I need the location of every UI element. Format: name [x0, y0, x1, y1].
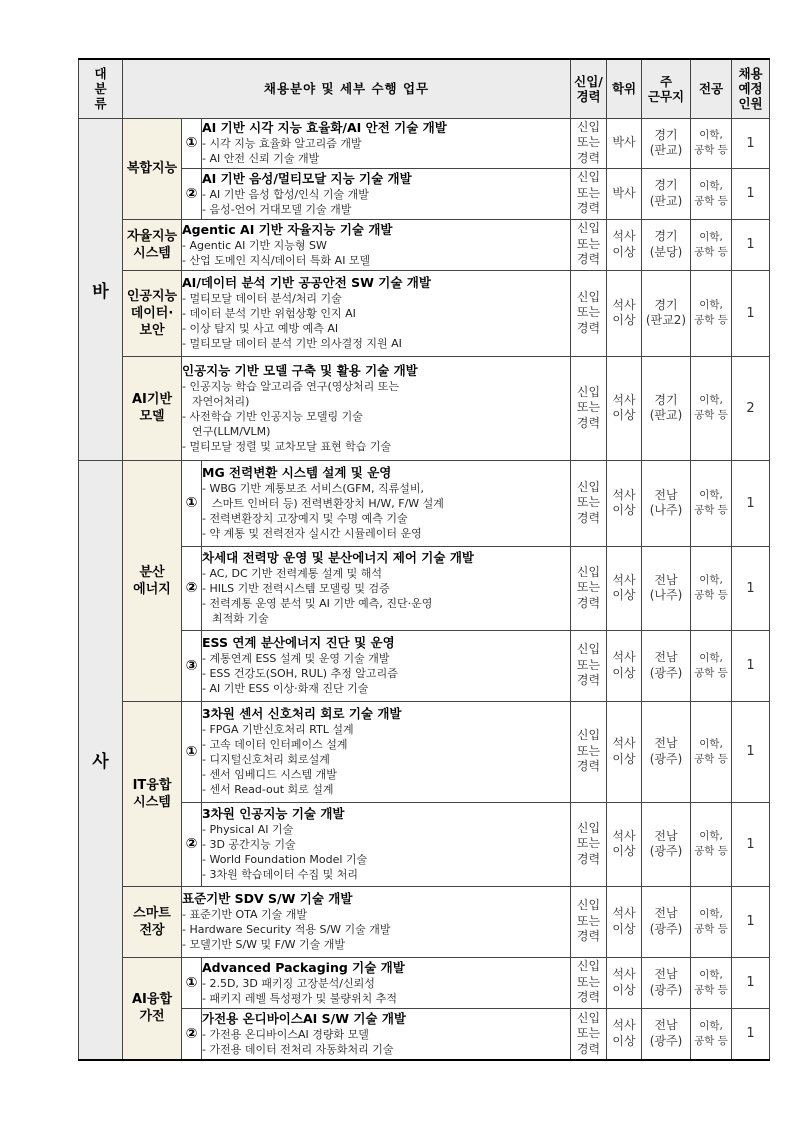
sub-category: 분산 에너지 [123, 460, 182, 701]
major-field: 이학, 공학 등 [691, 460, 732, 546]
task-detail: - 멀티모달 정렬 및 교차모달 표현 학습 기술 [182, 439, 392, 453]
table-row [79, 957, 770, 1008]
task-detail: 자연어처리) [192, 394, 250, 408]
hire-type: 신입 또는 경력 [571, 701, 607, 802]
sub-category: 인공지능 데이터· 보안 [123, 270, 182, 356]
table-row [79, 168, 770, 219]
task-title: 가전용 온디바이스AI S/W 기술 개발 [202, 1010, 406, 1026]
hire-type: 신입 또는 경력 [571, 886, 607, 957]
work-location: 전남 (광주) [642, 802, 691, 886]
major-field: 이학, 공학 등 [691, 356, 732, 460]
hire-type: 신입 또는 경력 [571, 546, 607, 630]
hire-count: 1 [732, 1008, 770, 1060]
hire-count: 1 [732, 802, 770, 886]
task-cell [202, 701, 571, 802]
hire-count: 1 [732, 168, 770, 219]
header-location: 주 근무지 [642, 59, 691, 118]
task-detail: - 멀티모달 데이터 분석 기반 의사결정 지원 AI [182, 337, 402, 350]
task-title: Agentic AI 기반 자율지능 기술 개발 [182, 221, 393, 237]
task-cell [202, 802, 571, 886]
degree: 석사 이상 [607, 460, 642, 546]
work-location: 경기 (판교2) [642, 270, 691, 356]
hire-count: 1 [732, 546, 770, 630]
header-row [79, 59, 770, 118]
work-location: 전남 (나주) [642, 460, 691, 546]
sub-category: AI기반 모델 [123, 356, 182, 460]
task-detail: - 음성-언어 거대모델 기술 개발 [202, 202, 352, 216]
major-field: 이학, 공학 등 [691, 802, 732, 886]
task-detail: - 가전용 온디바이스AI 경량화 모델 [202, 1027, 369, 1041]
degree: 석사 이상 [607, 701, 642, 802]
item-number: ① [182, 118, 202, 168]
task-detail: - 인공지능 학습 알고리즘 연구(영상처리 또는 [182, 379, 400, 393]
table-row [79, 802, 770, 886]
task-cell [202, 630, 571, 701]
work-location: 전남 (광주) [642, 1008, 691, 1060]
task-detail: - ESS 건강도(SOH, RUL) 추정 알고리즘 [202, 667, 398, 680]
sub-category: IT융합 시스템 [123, 701, 182, 886]
item-number: ② [182, 546, 202, 630]
major-field: 이학, 공학 등 [691, 1008, 732, 1060]
degree: 석사 이상 [607, 356, 642, 460]
hire-type: 신입 또는 경력 [571, 460, 607, 546]
task-detail: - 산업 도메인 지식/데이터 특화 AI 모델 [182, 253, 371, 267]
header-type: 신입/ 경력 [571, 59, 607, 118]
task-detail: - 3D 공간지능 기술 [202, 838, 296, 851]
task-title: 3차원 인공지능 기술 개발 [202, 806, 345, 821]
hire-type: 신입 또는 경력 [571, 270, 607, 356]
hire-type: 신입 또는 경력 [571, 219, 607, 270]
major-field: 이학, 공학 등 [691, 270, 732, 356]
task-title: 표준기반 SDV S/W 기술 개발 [182, 891, 353, 906]
table-row [79, 219, 770, 270]
task-detail: - 데이터 분석 기반 위험상황 인지 AI [182, 307, 356, 320]
item-number: ① [182, 460, 202, 546]
work-location: 전남 (광주) [642, 630, 691, 701]
hire-count: 1 [732, 886, 770, 957]
task-cell [182, 270, 571, 356]
task-detail: - 전력변환장치 고장예지 및 수명 예측 기술 [202, 512, 408, 525]
task-detail: - Hardware Security 적용 S/W 기술 개발 [182, 923, 391, 936]
task-title: 3차원 센서 신호처리 회로 기술 개발 [202, 706, 402, 721]
task-detail: - 이상 탐지 및 사고 예방 예측 AI [182, 322, 339, 335]
task-detail: - 가전용 데이터 전처리 자동화처리 기술 [202, 1042, 394, 1056]
work-location: 경기 (분당) [642, 219, 691, 270]
work-location: 경기 (판교) [642, 356, 691, 460]
degree: 석사 이상 [607, 546, 642, 630]
hire-count: 2 [732, 356, 770, 460]
hire-type: 신입 또는 경력 [571, 118, 607, 168]
work-location: 경기 (판교) [642, 168, 691, 219]
table-row [79, 356, 770, 460]
hire-count: 1 [732, 630, 770, 701]
task-detail: - AI 기반 ESS 이상·화재 진단 기술 [202, 682, 369, 695]
item-number: ③ [182, 630, 202, 701]
major-field: 이학, 공학 등 [691, 168, 732, 219]
task-title: AI 기반 시각 지능 효율화/AI 안전 기술 개발 [202, 120, 447, 135]
hire-count: 1 [732, 270, 770, 356]
task-detail: - 시각 지능 효율화 알고리즘 개발 [202, 137, 362, 150]
task-detail: - 센서 Read-out 회로 설계 [202, 783, 334, 796]
major-field: 이학, 공학 등 [691, 219, 732, 270]
table-row [79, 701, 770, 802]
major-field: 이학, 공학 등 [691, 630, 732, 701]
table-row [79, 546, 770, 630]
task-detail: - AC, DC 기반 전력계통 설계 및 해석 [202, 567, 382, 580]
hire-type: 신입 또는 경력 [571, 356, 607, 460]
hire-type: 신입 또는 경력 [571, 168, 607, 219]
major-category: 바 [79, 118, 123, 460]
hire-count: 1 [732, 460, 770, 546]
task-title: AI/데이터 분석 기반 공공안전 SW 기술 개발 [182, 275, 431, 290]
major-field: 이학, 공학 등 [691, 701, 732, 802]
major-field: 이학, 공학 등 [691, 886, 732, 957]
major-field: 이학, 공학 등 [691, 118, 732, 168]
task-detail: - Agentic AI 기반 지능형 SW [182, 238, 327, 252]
sub-category: 복합지능 [123, 118, 182, 219]
task-cell [202, 168, 571, 219]
task-title: 차세대 전력망 운영 및 분산에너지 제어 기술 개발 [202, 550, 474, 565]
degree: 석사 이상 [607, 1008, 642, 1060]
task-detail: 최적화 기술 [212, 612, 269, 625]
table-row [79, 630, 770, 701]
header-field: 전공 [691, 59, 732, 118]
task-detail: 스마트 인버터 등) 전력변환장치 H/W, F/W 설계 [212, 497, 444, 510]
hire-type: 신입 또는 경력 [571, 1008, 607, 1060]
degree: 석사 이상 [607, 886, 642, 957]
table-row [79, 270, 770, 356]
sub-category: 스마트 전장 [123, 886, 182, 957]
work-location: 경기 (판교) [642, 118, 691, 168]
header-count: 채용 예정 인원 [732, 59, 770, 118]
task-cell [202, 460, 571, 546]
task-detail: - 표준기반 OTA 기술 개발 [182, 908, 308, 921]
table-row [79, 118, 770, 168]
task-detail: - 2.5D, 3D 패키징 고장분석/신뢰성 [202, 976, 375, 990]
degree: 박사 [607, 118, 642, 168]
task-detail: - 약 계통 및 전력전자 실시간 시뮬레이터 운영 [202, 527, 422, 540]
task-cell [182, 219, 571, 270]
recruitment-table [78, 58, 770, 1061]
work-location: 전남 (나주) [642, 546, 691, 630]
task-detail: 연구(LLM/VLM) [192, 424, 271, 438]
task-detail: - FPGA 기반신호처리 RTL 설계 [202, 723, 354, 736]
hire-type: 신입 또는 경력 [571, 802, 607, 886]
table-row [79, 460, 770, 546]
work-location: 전남 (광주) [642, 957, 691, 1008]
degree: 석사 이상 [607, 802, 642, 886]
task-detail: - 사전학습 기반 인공지능 모델링 기술 [182, 409, 363, 423]
task-cell [202, 546, 571, 630]
hire-type: 신입 또는 경력 [571, 957, 607, 1008]
task-detail: - 모델기반 S/W 및 F/W 기술 개발 [182, 938, 346, 951]
task-detail: - 디지털신호처리 회로설계 [202, 753, 330, 766]
major-category: 사 [79, 460, 123, 1060]
item-number: ② [182, 802, 202, 886]
task-detail: - 전력계통 운영 분석 및 AI 기반 예측, 진단·운영 [202, 597, 433, 610]
task-cell [182, 356, 571, 460]
task-title: MG 전력변환 시스템 설계 및 운영 [202, 465, 392, 480]
task-detail: - AI 기반 음성 합성/인식 기술 개발 [202, 187, 369, 201]
major-field: 이학, 공학 등 [691, 957, 732, 1008]
task-detail: - AI 안전 신뢰 기술 개발 [202, 152, 320, 165]
hire-type: 신입 또는 경력 [571, 630, 607, 701]
task-title: ESS 연계 분산에너지 진단 및 운영 [202, 635, 395, 650]
degree: 박사 [607, 168, 642, 219]
task-detail: - Physical AI 기술 [202, 823, 294, 836]
task-detail: - WBG 기반 계통보조 서비스(GFM, 직류설비, [202, 482, 424, 495]
task-detail: - 멀티모달 데이터 분석/처리 기술 [182, 292, 342, 305]
task-cell [202, 1008, 571, 1060]
degree: 석사 이상 [607, 270, 642, 356]
header-task: 채용분야 및 세부 수행 업무 [123, 59, 571, 118]
table-row [79, 886, 770, 957]
hire-count: 1 [732, 957, 770, 1008]
task-cell [202, 118, 571, 168]
hire-count: 1 [732, 219, 770, 270]
hire-count: 1 [732, 118, 770, 168]
degree: 석사 이상 [607, 957, 642, 1008]
item-number: ② [182, 168, 202, 219]
work-location: 전남 (광주) [642, 886, 691, 957]
degree: 석사 이상 [607, 219, 642, 270]
sub-category: 자율지능 시스템 [123, 219, 182, 270]
item-number: ① [182, 701, 202, 802]
task-detail: - 센서 임베디드 시스템 개발 [202, 768, 337, 781]
task-detail: - World Foundation Model 기술 [202, 853, 368, 866]
table-row [79, 1008, 770, 1060]
task-title: AI 기반 음성/멀티모달 지능 기술 개발 [202, 170, 412, 186]
item-number: ① [182, 957, 202, 1008]
hire-count: 1 [732, 701, 770, 802]
task-detail: - HILS 기반 전력시스템 모델링 및 검증 [202, 582, 390, 595]
major-field: 이학, 공학 등 [691, 546, 732, 630]
header-major: 대 분 류 [79, 59, 123, 118]
task-detail: - 3차원 학습데이터 수집 및 처리 [202, 868, 358, 881]
task-detail: - 패키지 레벨 특성평가 및 불량위치 추적 [202, 991, 397, 1005]
task-cell [182, 886, 571, 957]
header-degree: 학위 [607, 59, 642, 118]
work-location: 전남 (광주) [642, 701, 691, 802]
task-title: Advanced Packaging 기술 개발 [202, 959, 405, 975]
sub-category: AI융합 가전 [123, 957, 182, 1060]
task-cell [202, 957, 571, 1008]
task-detail: - 계통연계 ESS 설계 및 운영 기술 개발 [202, 652, 390, 665]
item-number: ② [182, 1008, 202, 1060]
task-title: 인공지능 기반 모델 구축 및 활용 기술 개발 [182, 362, 418, 378]
degree: 석사 이상 [607, 630, 642, 701]
task-detail: - 고속 데이터 인터페이스 설계 [202, 738, 348, 751]
